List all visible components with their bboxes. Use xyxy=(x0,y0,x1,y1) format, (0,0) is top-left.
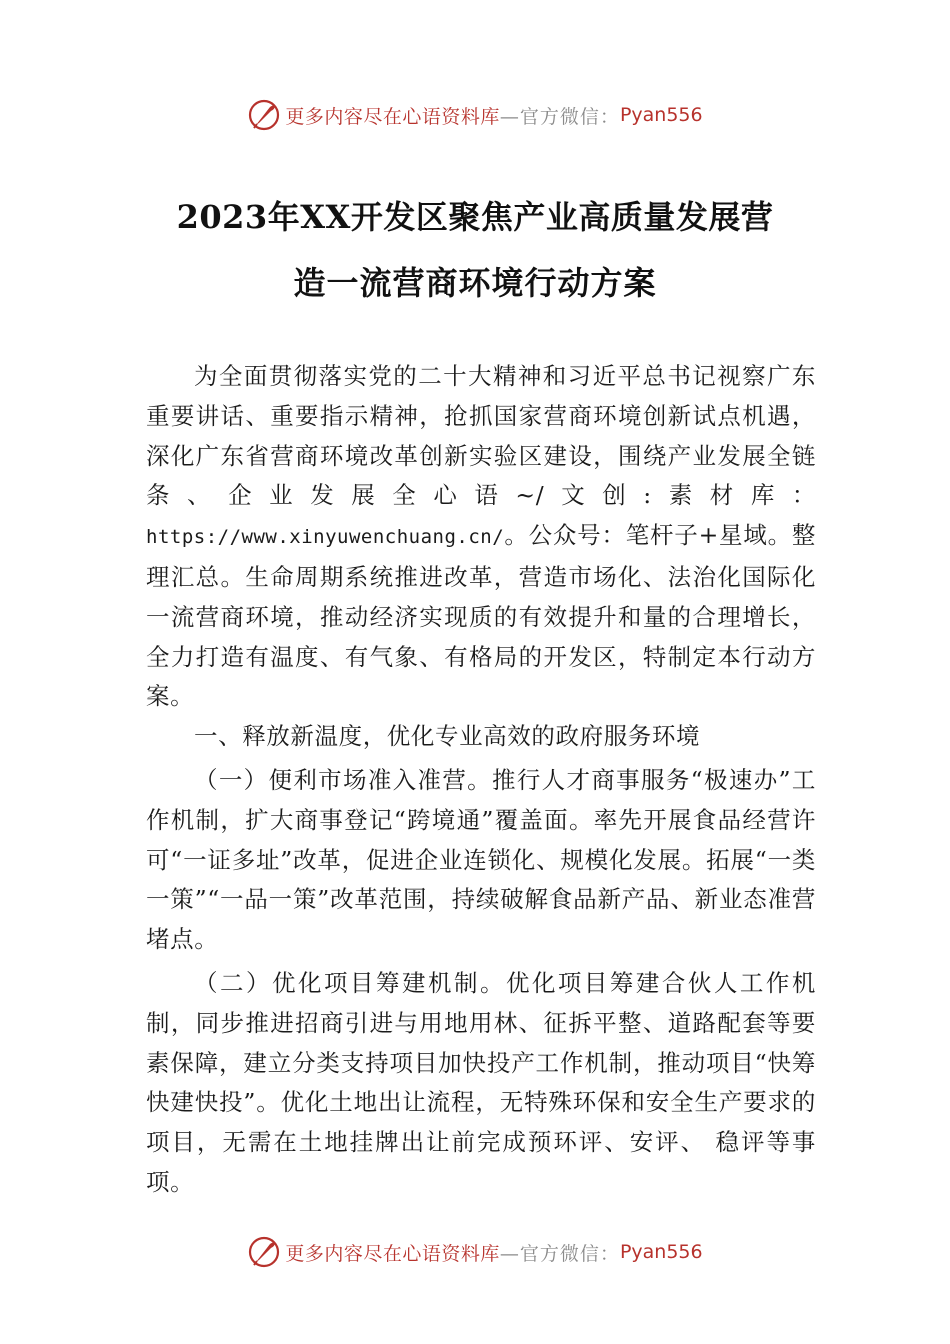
banner-wechat-id: Pyan556 xyxy=(619,104,703,126)
quill-pen-logo-icon xyxy=(247,98,281,132)
document-body xyxy=(146,357,816,1203)
document-title-line1: 2023年XX开发区聚焦产业高质量发展营 xyxy=(176,198,774,236)
banner-library-text: 更多内容尽在心语资料库 xyxy=(285,105,500,128)
intro-paragraph xyxy=(146,357,816,717)
intro-text-part2: 。公众号：笔杆子+星域。整理汇总。生命周期系统推进改革，营造市场化、法治化国际化一流营商环境，推动经济实现质的有效提升和量的合理增长，全力打造有温度、有气象、有格局的开发区，特制定本行动方案。 xyxy=(146,521,816,711)
intro-url-link[interactable]: https://www.xinyuwenchuang.cn/ xyxy=(146,526,505,549)
paragraph-2: （二）优化项目筹建机制。优化项目筹建合伙人工作机制，同步推进招商引进与用地用林、征拆平整、道路配套等要素保障，建立分类支持项目加快投产工作机制，推动项目“快筹快建快投”。优化土地出让流程，无特殊环保和安全生产要求的项目，无需在土地挂牌出让前完成预环评、安评、 稳评等事项。 xyxy=(146,968,816,1196)
banner-library-text: 更多内容尽在心语资料库 xyxy=(285,1242,500,1265)
intro-text-part1: 为全面贯彻落实党的二十大精神和习近平总书记视察广东重要讲话、重要指示精神，抢抓国家营商环境创新试点机遇，深化广东省营商环境改革创新实验区建设，围绕产业发展全链条、企业发展全心语~/文创:素材库： xyxy=(146,362,816,510)
banner-wechat-label: —官方微信： xyxy=(499,105,620,128)
paragraph-1: （一）便利市场准入准营。推行人才商事服务“极速办”工作机制，扩大商事登记“跨境通”覆盖面。率先开展食品经营许可“一证多址”改革，促进企业连锁化、规模化发展。拓展“一类一策”“一品一策”改革范围，持续破解食品新产品、新业态准营堵点。 xyxy=(146,765,816,954)
footer-banner xyxy=(0,1232,950,1272)
quill-pen-logo-icon xyxy=(247,1235,281,1269)
document-title-line2: 造一流营商环境行动方案 xyxy=(293,264,657,302)
banner-wechat-id: Pyan556 xyxy=(619,1241,703,1263)
header-banner xyxy=(0,95,950,135)
banner-wechat-label: —官方微信： xyxy=(499,1242,620,1265)
section-heading-1: 一、释放新温度，优化专业高效的政府服务环境 xyxy=(194,722,701,751)
